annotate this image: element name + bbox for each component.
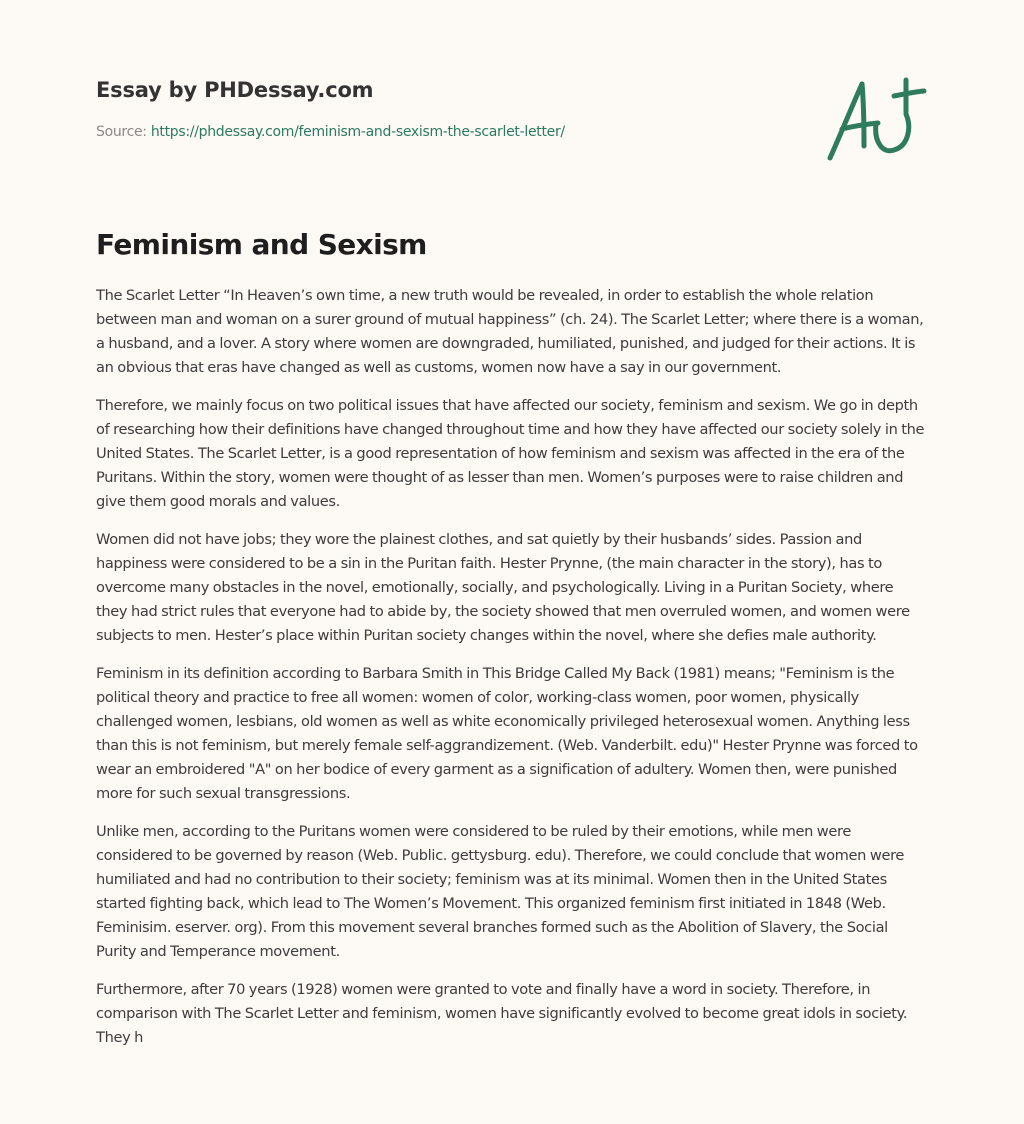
source-line bbox=[96, 122, 796, 142]
essay-paragraph: The Scarlet Letter “In Heaven’s own time, a new truth would be revealed, in order to establish the whole relation between man and woman on a surer ground of mutual happiness” (ch. 24). The Scarlet Letter; where there is a woman, a husband, and a lover. A story where women are downgraded, humiliated, punished, and judged for their actions. It is an obvious that eras have changed as well as customs, women now have a say in our government. bbox=[96, 287, 924, 376]
essay-paragraph: Unlike men, according to the Puritans women were considered to be ruled by their emotions, while men were considered to be governed by reason (Web. Public. gettysburg. edu). Therefore, we could conclude that women were humiliated and had no contribution to their society; feminism was at its minimal. Women then in the United States started fighting back, which lead to The Women’s Movement. This organized feminism first initiated in 1848 (Web. Feminisim. eserver. org). From this movement several branches formed such as the Abolition of Slavery, the Social Purity and Temperance movement. bbox=[96, 823, 905, 960]
source-label: Source: bbox=[96, 124, 147, 140]
essay-paragraph: Furthermore, after 70 years (1928) women were granted to vote and finally have a word in society. Therefore, in comparison with The Scarlet Letter and feminism, women have significantly evolved to become great idols in society. They h bbox=[96, 981, 908, 1046]
site-title: Essay by PHDessay.com bbox=[96, 78, 374, 102]
source-link[interactable]: https://phdessay.com/feminism-and-sexism-the-scarlet-letter/ bbox=[150, 124, 565, 140]
a-plus-grade-icon bbox=[820, 66, 932, 166]
essay-paragraph: Therefore, we mainly focus on two political issues that have affected our society, feminism and sexism. We go in depth of researching how their definitions have changed throughout time and how they have affected our society solely in the United States. The Scarlet Letter, is a good representation of how feminism and sexism was affected in the era of the Puritans. Within the story, women were thought of as lesser than men. Women’s purposes were to raise children and give them good morals and values. bbox=[96, 397, 925, 510]
site-header bbox=[96, 76, 796, 142]
essay-title: Feminism and Sexism bbox=[96, 228, 427, 261]
essay-content bbox=[96, 226, 928, 1064]
essay-paragraph: Feminism in its definition according to Barbara Smith in This Bridge Called My Back (1981) means; "Feminism is the political theory and practice to free all women: women of color, working-class women, poor women, physically challenged women, lesbians, old women as well as white economically privileged heterosexual women. Anything less than this is not feminism, but merely female self-aggrandizement. (Web. Vanderbilt. edu)" Hester Prynne was forced to wear an embroidered "A" on her bodice of every garment as a signification of adultery. Women then, were punished more for such sexual transgressions. bbox=[96, 665, 918, 802]
essay-paragraph: Women did not have jobs; they wore the plainest clothes, and sat quietly by their husbands’ sides. Passion and happiness were considered to be a sin in the Puritan faith. Hester Prynne, (the main character in the story), has to overcome many obstacles in the novel, emotionally, socially, and psychologically. Living in a Puritan Society, where they had strict rules that everyone had to abide by, the society showed that men overruled women, and women were subjects to men. Hester’s place within Puritan society changes within the novel, where she defies male authority. bbox=[96, 531, 910, 644]
